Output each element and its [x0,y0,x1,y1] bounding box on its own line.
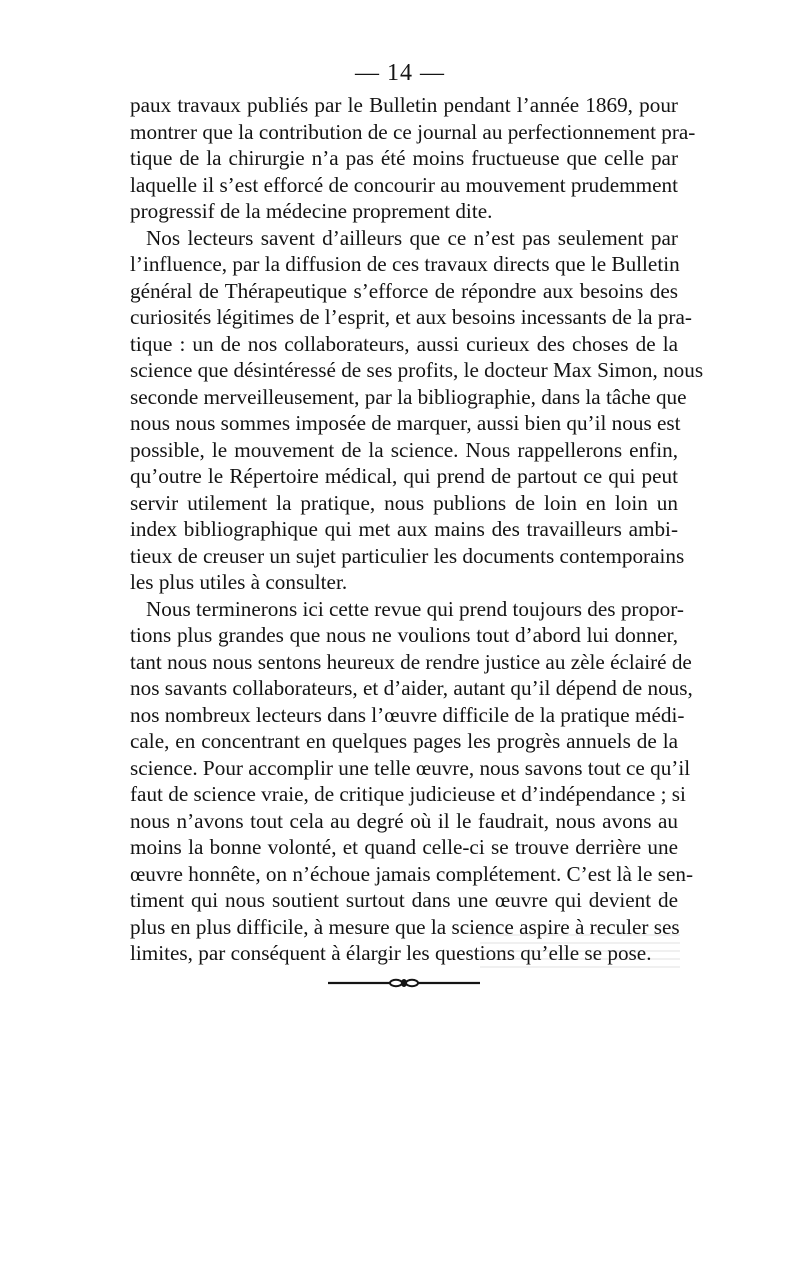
text-line: timent qui nous soutient surtout dans une œuvre qui devient de [130,888,678,912]
text-line: œuvre honnête, on n’échoue jamais complétement. C’est là le sen- [130,861,694,886]
text-line: qu’outre le Répertoire médical, qui prend de partout ce qui peut [130,464,678,488]
text-line: montrer que la contribution de ce journal au perfectionnement pra- [130,119,696,144]
text-line: progressif de la médecine proprement dite. [130,199,493,223]
text-line: faut de science vraie, de critique judicieuse et d’indépendance ; si [130,782,686,806]
text-line: nos savants collaborateurs, et d’aider, autant qu’il dépend de nous, [130,676,693,700]
text-line: limites, par conséquent à élargir les questions qu’elle se pose. [130,941,652,965]
text-line: Nos lecteurs savent d’ailleurs que ce n’est pas seulement par [146,225,678,250]
text-line: curiosités légitimes de l’esprit, et aux besoins incessants de la pra- [130,305,692,329]
text-line: l’influence, par la diffusion de ces travaux directs que le Bulletin [130,252,680,276]
text-line: tique : un de nos collaborateurs, aussi curieux des choses de la [130,331,678,356]
body-text [130,92,704,967]
text-line: nous n’avons tout cela au degré où il le faudrait, nous avons au [130,808,678,833]
text-line: paux travaux publiés par le Bulletin pendant l’année 1869, pour [130,93,678,117]
text-line: possible, le mouvement de la science. Nous rappellerons enfin, [130,437,678,462]
text-line: science que désintéressé de ses profits, le docteur Max Simon, nous [130,358,704,382]
text-line: général de Thérapeutique s’efforce de répondre aux besoins des [130,278,678,303]
text-line: laquelle il s’est efforcé de concourir au mouvement prudemment [130,172,678,197]
text-line: seconde merveilleusement, par la bibliographie, dans la tâche que [130,384,687,409]
text-line: tant nous nous sentons heureux de rendre justice au zèle éclairé de [130,649,692,674]
page-number: — 14 — [355,60,445,86]
bleed-through-shadow [480,928,680,968]
ornamental-rule [328,977,480,989]
text-line: plus en plus difficile, à mesure que la science aspire à reculer ses [130,914,680,939]
text-line: moins la bonne volonté, et quand celle-ci se trouve derrière une [130,835,678,859]
text-line: science. Pour accomplir une telle œuvre, nous savons tout ce qu’il [130,755,691,780]
text-line: tieux de creuser un sujet particulier les documents contemporains [130,543,685,568]
text-line: les plus utiles à consulter. [130,570,348,594]
text-line: cale, en concentrant en quelques pages les progrès annuels de la [130,729,678,753]
text-line: servir utilement la pratique, nous publions de loin en loin un [130,490,678,515]
text-line: tions plus grandes que nous ne voulions tout d’abord lui donner, [130,623,678,647]
text-line: nos nombreux lecteurs dans l’œuvre difficile de la pratique médi- [130,702,685,727]
text-line: tique de la chirurgie n’a pas été moins fructueuse que celle par [130,146,678,170]
text-line: nous nous sommes imposée de marquer, aussi bien qu’il nous est [130,411,681,435]
text-line: index bibliographique qui met aux mains des travailleurs ambi- [130,517,678,541]
text-line: Nous terminerons ici cette revue qui prend toujours des propor- [146,596,684,621]
